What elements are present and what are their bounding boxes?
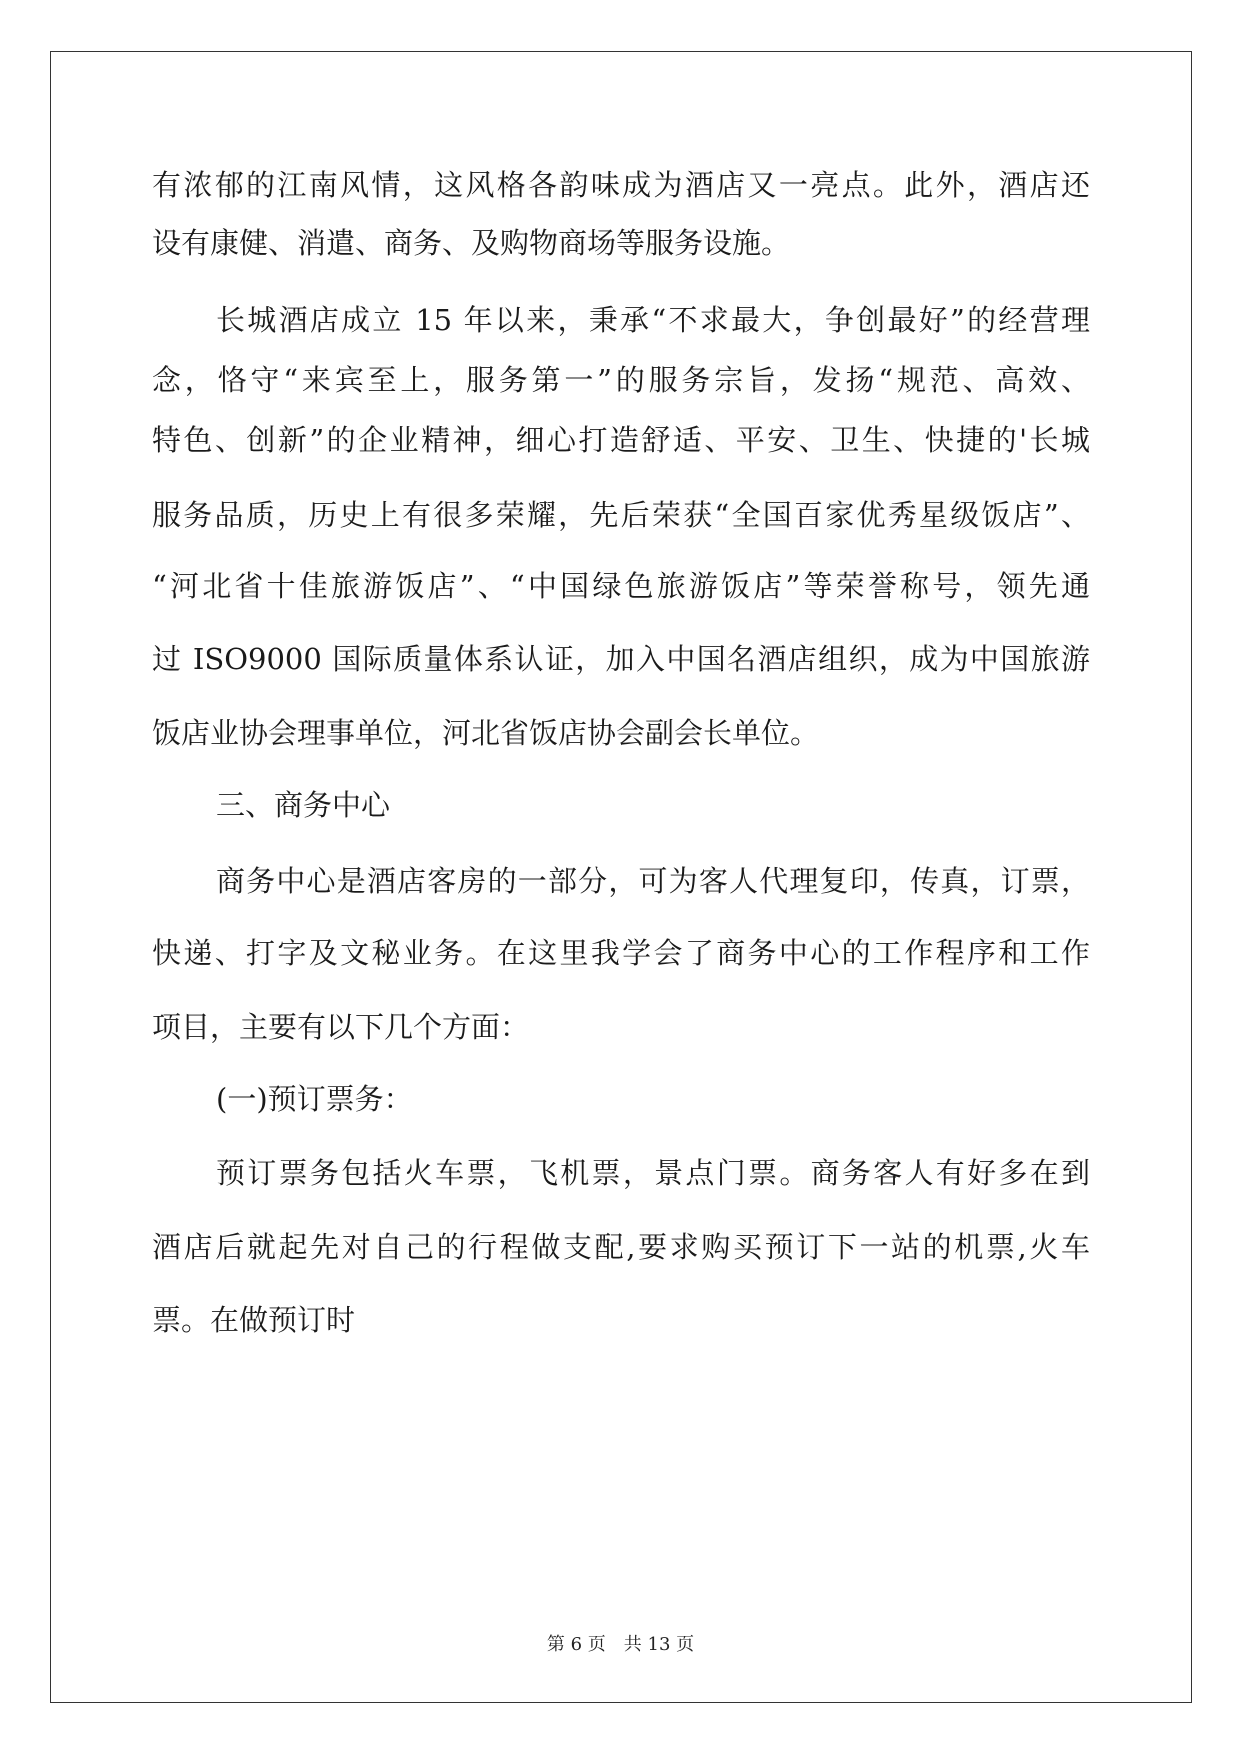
page-footer [0, 1630, 1241, 1656]
text-line: 长城酒店成立 15 年以来，秉承“不求最大，争创最好”的经营理 [216, 303, 1090, 337]
page-number: 第 6 页 [546, 1634, 606, 1655]
subsection-heading: (一)预订票务： [216, 1082, 413, 1116]
text-line: 有浓郁的江南风情，这风格各韵味成为酒店又一亮点。此外，酒店还 [152, 168, 1090, 202]
text-line: “河北省十佳旅游饭店”、“中国绿色旅游饭店”等荣誉称号，领先通 [152, 569, 1090, 603]
text-line: 念，恪守“来宾至上，服务第一”的服务宗旨，发扬“规范、高效、 [152, 363, 1090, 397]
page-total: 共 13 页 [623, 1634, 695, 1655]
text-line: 快递、打字及文秘业务。在这里我学会了商务中心的工作程序和工作 [152, 936, 1090, 970]
text-line: 特色、创新”的企业精神，细心打造舒适、平安、卫生、快捷的'长城 [152, 423, 1090, 457]
text-line: 票。在做预订时 [152, 1303, 356, 1337]
text-line: 过 ISO9000 国际质量体系认证，加入中国名酒店组织，成为中国旅游 [152, 642, 1090, 676]
text-line: 饭店业协会理事单位，河北省饭店协会副会长单位。 [152, 716, 820, 750]
text-line: 商务中心是酒店客房的一部分，可为客人代理复印，传真，订票， [216, 864, 1090, 898]
section-heading: 三、商务中心 [216, 788, 391, 822]
text-line: 服务品质，历史上有很多荣耀，先后荣获“全国百家优秀星级饭店”、 [152, 498, 1090, 532]
text-line: 项目，主要有以下几个方面： [152, 1010, 530, 1044]
text-line: 预订票务包括火车票，飞机票，景点门票。商务客人有好多在到 [216, 1156, 1090, 1190]
text-line: 酒店后就起先对自己的行程做支配,要求购买预订下一站的机票,火车 [152, 1230, 1090, 1264]
text-line: 设有康健、消遣、商务、及购物商场等服务设施。 [152, 226, 791, 260]
